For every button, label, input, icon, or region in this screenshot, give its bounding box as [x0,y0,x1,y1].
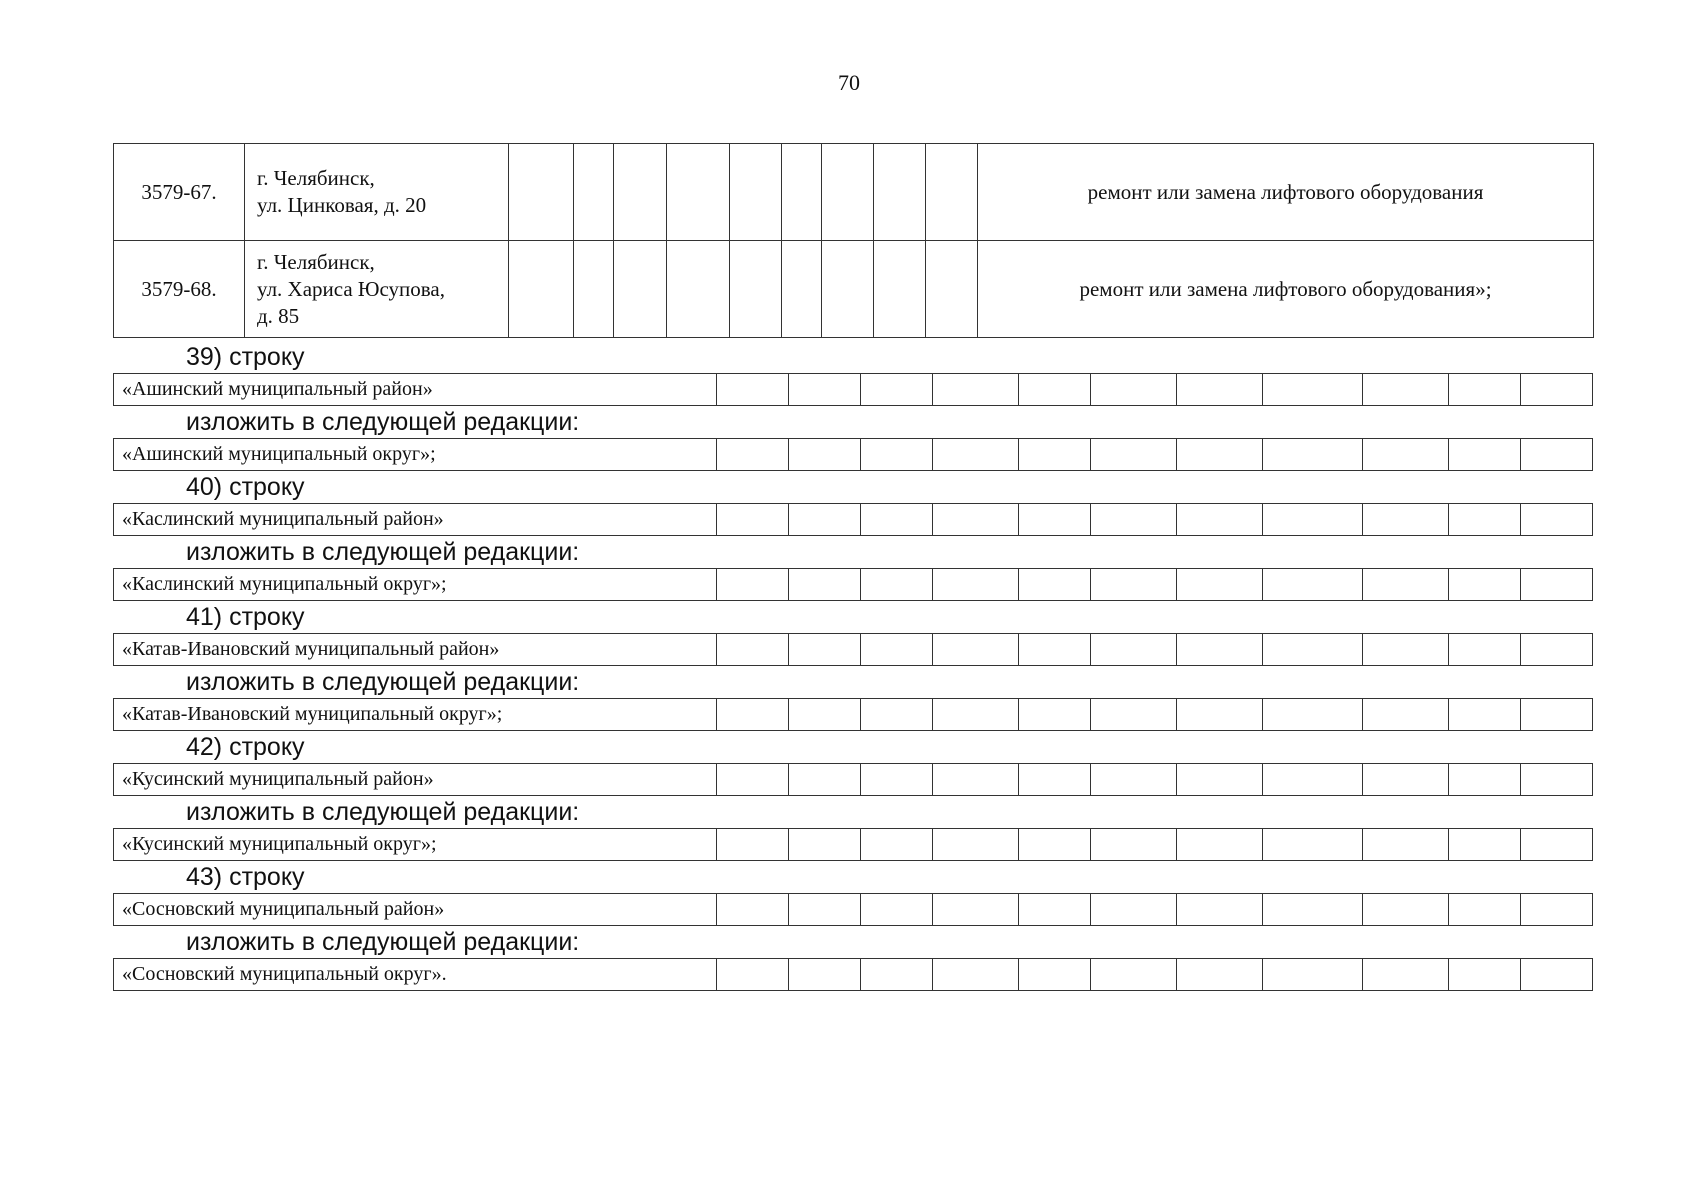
empty-cell [861,699,933,731]
empty-cell [932,504,1018,536]
address-line: ул. Цинковая, д. 20 [257,193,427,217]
row-address [245,241,509,338]
row-name: «Кусинский муниципальный район» [114,764,717,796]
empty-cell [1176,829,1262,861]
empty-cell [926,144,978,241]
empty-cell [1176,764,1262,796]
empty-cell [1018,504,1090,536]
empty-cell [1018,374,1090,406]
old-row-table [113,373,1593,406]
empty-cell [789,569,861,601]
empty-cell [1262,894,1362,926]
empty-cell [1176,569,1262,601]
empty-cell [1090,764,1176,796]
empty-cell [932,439,1018,471]
empty-cell [1363,959,1449,991]
new-row-table [113,698,1593,731]
amendment-instruction: изложить в следующей редакции: [186,668,580,696]
row-name: «Сосновский муниципальный район» [114,894,717,926]
empty-cell [1449,504,1521,536]
empty-cell [822,241,874,338]
empty-cell [1176,374,1262,406]
empty-cell [932,829,1018,861]
empty-cell [1018,699,1090,731]
empty-cell [1363,504,1449,536]
empty-cell [1090,699,1176,731]
row-name: «Катав-Ивановский муниципальный район» [114,634,717,666]
empty-cell [861,374,933,406]
amendment-instruction: изложить в следующей редакции: [186,928,580,956]
empty-cell [932,374,1018,406]
table-row [114,241,1594,338]
empty-cell [1262,439,1362,471]
empty-cell [861,569,933,601]
empty-cell [1090,439,1176,471]
new-row-table [113,828,1593,861]
empty-cell [1262,959,1362,991]
empty-cell [932,699,1018,731]
amendments-block [113,341,1593,991]
empty-cell [1018,634,1090,666]
row-name: «Ашинский муниципальный район» [114,374,717,406]
empty-cell [1090,894,1176,926]
new-row-table [113,958,1593,991]
empty-cell [667,144,730,241]
empty-cell [1363,634,1449,666]
empty-cell [1176,959,1262,991]
empty-cell [1090,504,1176,536]
old-row-table [113,763,1593,796]
empty-cell [789,374,861,406]
page-number: 70 [838,70,860,95]
empty-cell [874,144,926,241]
address-line: г. Челябинск, [257,249,375,274]
address-line: ул. Хариса Юсупова, [257,276,446,301]
empty-cell [1176,439,1262,471]
empty-cell [874,241,926,338]
empty-cell [1018,959,1090,991]
row-name: «Каслинский муниципальный округ»; [114,569,717,601]
empty-cell [1449,699,1521,731]
row-name: «Ашинский муниципальный округ»; [114,439,717,471]
empty-cell [730,144,782,241]
empty-cell [1521,374,1593,406]
empty-cell [1363,699,1449,731]
amendment-instruction: изложить в следующей редакции: [186,408,580,436]
empty-cell [932,569,1018,601]
empty-cell [932,764,1018,796]
empty-cell [717,374,789,406]
empty-cell [1521,829,1593,861]
row-name: «Сосновский муниципальный округ». [114,959,717,991]
row-work-type: ремонт или замена лифтового оборудования»; [978,241,1594,338]
empty-cell [1176,634,1262,666]
address-table [113,143,1594,338]
empty-cell [789,439,861,471]
empty-cell [789,829,861,861]
row-number: 3579-67. [114,144,245,241]
empty-cell [861,504,933,536]
empty-cell [861,764,933,796]
new-row-table [113,438,1593,471]
amendment-item-heading: 39) строку [186,343,305,371]
empty-cell [789,634,861,666]
old-row-table [113,893,1593,926]
empty-cell [1090,634,1176,666]
empty-cell [1090,569,1176,601]
amendment-instruction: изложить в следующей редакции: [186,798,580,826]
row-number: 3579-68. [114,241,245,338]
empty-cell [1262,634,1362,666]
empty-cell [932,634,1018,666]
empty-cell [509,144,574,241]
empty-cell [574,241,614,338]
empty-cell [1262,569,1362,601]
row-name: «Кусинский муниципальный округ»; [114,829,717,861]
empty-cell [861,829,933,861]
empty-cell [1018,829,1090,861]
empty-cell [717,569,789,601]
amendment-item-heading: 41) строку [186,603,305,631]
empty-cell [782,241,822,338]
empty-cell [1018,764,1090,796]
empty-cell [1449,829,1521,861]
empty-cell [717,439,789,471]
table-row [114,144,1594,241]
empty-cell [1363,829,1449,861]
row-name: «Каслинский муниципальный район» [114,504,717,536]
empty-cell [1363,374,1449,406]
new-row-table [113,568,1593,601]
row-name: «Катав-Ивановский муниципальный округ»; [114,699,717,731]
empty-cell [1521,504,1593,536]
row-address [245,144,509,241]
empty-cell [1363,894,1449,926]
empty-cell [717,504,789,536]
empty-cell [717,699,789,731]
empty-cell [1521,959,1593,991]
empty-cell [1176,699,1262,731]
empty-cell [1018,894,1090,926]
empty-cell [717,829,789,861]
empty-cell [789,959,861,991]
empty-cell [1262,374,1362,406]
empty-cell [1449,634,1521,666]
empty-cell [861,634,933,666]
empty-cell [574,144,614,241]
amendment-item-heading: 42) строку [186,733,305,761]
empty-cell [789,699,861,731]
empty-cell [1449,894,1521,926]
empty-cell [822,144,874,241]
empty-cell [1449,374,1521,406]
amendment-item-heading: 40) строку [186,473,305,501]
address-line: г. Челябинск, [257,166,375,190]
empty-cell [861,439,933,471]
amendment-instruction: изложить в следующей редакции: [186,538,580,566]
empty-cell [1449,569,1521,601]
empty-cell [1090,829,1176,861]
address-line: д. 85 [257,303,300,328]
empty-cell [1262,699,1362,731]
empty-cell [1176,894,1262,926]
empty-cell [932,894,1018,926]
empty-cell [1363,439,1449,471]
empty-cell [1521,439,1593,471]
empty-cell [1449,439,1521,471]
row-work-type: ремонт или замена лифтового оборудования [978,144,1594,241]
old-row-table [113,633,1593,666]
empty-cell [782,144,822,241]
empty-cell [789,504,861,536]
empty-cell [1090,959,1176,991]
empty-cell [1262,829,1362,861]
empty-cell [1521,699,1593,731]
empty-cell [717,764,789,796]
empty-cell [861,959,933,991]
empty-cell [1521,894,1593,926]
empty-cell [717,959,789,991]
empty-cell [717,634,789,666]
empty-cell [1449,959,1521,991]
empty-cell [926,241,978,338]
empty-cell [1521,634,1593,666]
amendment-item-heading: 43) строку [186,863,305,891]
empty-cell [1521,764,1593,796]
empty-cell [1018,569,1090,601]
empty-cell [1090,374,1176,406]
old-row-table [113,503,1593,536]
empty-cell [1363,569,1449,601]
empty-cell [1262,764,1362,796]
empty-cell [667,241,730,338]
empty-cell [789,764,861,796]
empty-cell [614,241,667,338]
empty-cell [509,241,574,338]
empty-cell [789,894,861,926]
empty-cell [1262,504,1362,536]
empty-cell [717,894,789,926]
empty-cell [1363,764,1449,796]
empty-cell [614,144,667,241]
empty-cell [1449,764,1521,796]
empty-cell [1018,439,1090,471]
empty-cell [861,894,933,926]
empty-cell [1521,569,1593,601]
empty-cell [730,241,782,338]
empty-cell [932,959,1018,991]
empty-cell [1176,504,1262,536]
